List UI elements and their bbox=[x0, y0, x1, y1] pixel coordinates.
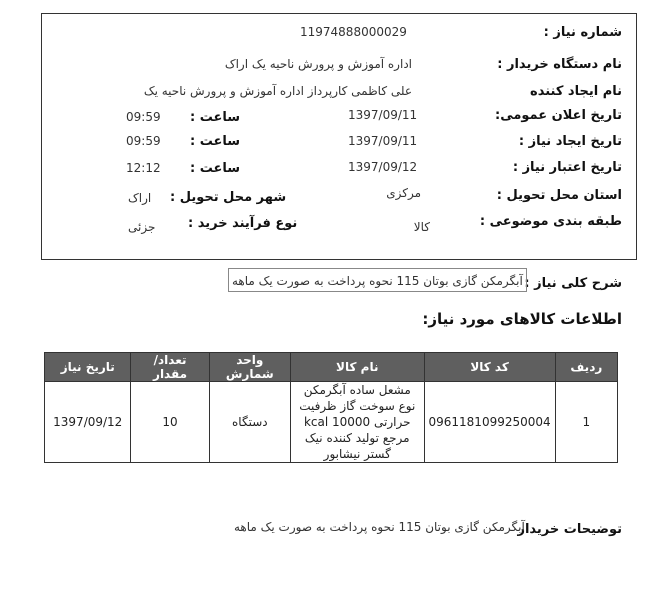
buyer-value: اداره آموزش و پرورش ناحیه یک اراک bbox=[224, 57, 412, 71]
need-number-value: 11974888000029 bbox=[300, 25, 407, 39]
buyer-notes-label: توضیحات خریدار bbox=[517, 522, 622, 537]
city-value: اراک bbox=[128, 191, 152, 205]
announce-time-value: 09:59 bbox=[126, 110, 161, 124]
column-header: تاریخ نیاز bbox=[45, 353, 131, 382]
row-number-cell: 1 bbox=[555, 382, 617, 463]
quantity-cell: 10 bbox=[131, 382, 209, 463]
summary-label: شرح کلی نیاز : bbox=[524, 276, 622, 291]
need-number-label: شماره نیاز : bbox=[543, 25, 622, 40]
column-header: ردیف bbox=[555, 353, 617, 382]
validity-time-value: 12:12 bbox=[126, 161, 161, 175]
category-label: طبقه بندی موضوعی : bbox=[479, 214, 622, 229]
announce-date-label: تاریخ اعلان عمومی: bbox=[495, 108, 622, 123]
process-value: جزئی bbox=[128, 220, 156, 234]
column-header: کد کالا bbox=[424, 353, 555, 382]
items-table bbox=[44, 352, 618, 463]
create-time-label: ساعت : bbox=[190, 134, 241, 149]
buyer-notes-value: آبگرمکن گازی بوتان 115 نحوه پرداخت به صورت یک ماهه bbox=[234, 520, 525, 534]
category-value: کالا bbox=[413, 220, 430, 234]
buyer-label: نام دستگاه خریدار : bbox=[497, 57, 622, 72]
create-date-label: تاریخ ایجاد نیاز : bbox=[518, 134, 622, 149]
validity-date-label: تاریخ اعتبار نیاز : bbox=[512, 160, 622, 175]
item-code-cell: 0961181099250004 bbox=[424, 382, 555, 463]
column-header: واحد شمارش bbox=[209, 353, 290, 382]
announce-date-value: 1397/09/11 bbox=[348, 108, 418, 122]
item-name-cell: مشعل ساده آبگرمکن نوع سوخت گاز ظرفیت حرارتی kcal 10000 مرجع تولید کننده نیک گستر نیشابور bbox=[291, 382, 425, 463]
process-label: نوع فرآیند خرید : bbox=[188, 216, 298, 231]
summary-value: آبگرمکن گازی بوتان 115 نحوه پرداخت به صورت یک ماهه bbox=[232, 274, 523, 288]
column-header: تعداد/ مقدار bbox=[131, 353, 209, 382]
unit-cell: دستگاه bbox=[209, 382, 290, 463]
column-header: نام کالا bbox=[291, 353, 425, 382]
table-header-row bbox=[45, 353, 618, 382]
need-date-cell: 1397/09/12 bbox=[45, 382, 131, 463]
validity-date-value: 1397/09/12 bbox=[348, 160, 418, 174]
province-label: استان محل تحویل : bbox=[496, 188, 622, 203]
province-value: مرکزی bbox=[386, 186, 421, 200]
creator-value: علی کاظمی کارپرداز اداره آموزش و پرورش ناحیه یک bbox=[143, 84, 412, 98]
create-date-value: 1397/09/11 bbox=[348, 134, 418, 148]
create-time-value: 09:59 bbox=[126, 134, 161, 148]
creator-label: نام ایجاد کننده bbox=[530, 84, 622, 99]
city-label: شهر محل تحویل : bbox=[170, 190, 287, 205]
items-section-title: اطلاعات کالاهای مورد نیاز: bbox=[422, 310, 622, 328]
announce-time-label: ساعت : bbox=[190, 110, 241, 125]
table-row bbox=[45, 382, 618, 463]
validity-time-label: ساعت : bbox=[190, 161, 241, 176]
